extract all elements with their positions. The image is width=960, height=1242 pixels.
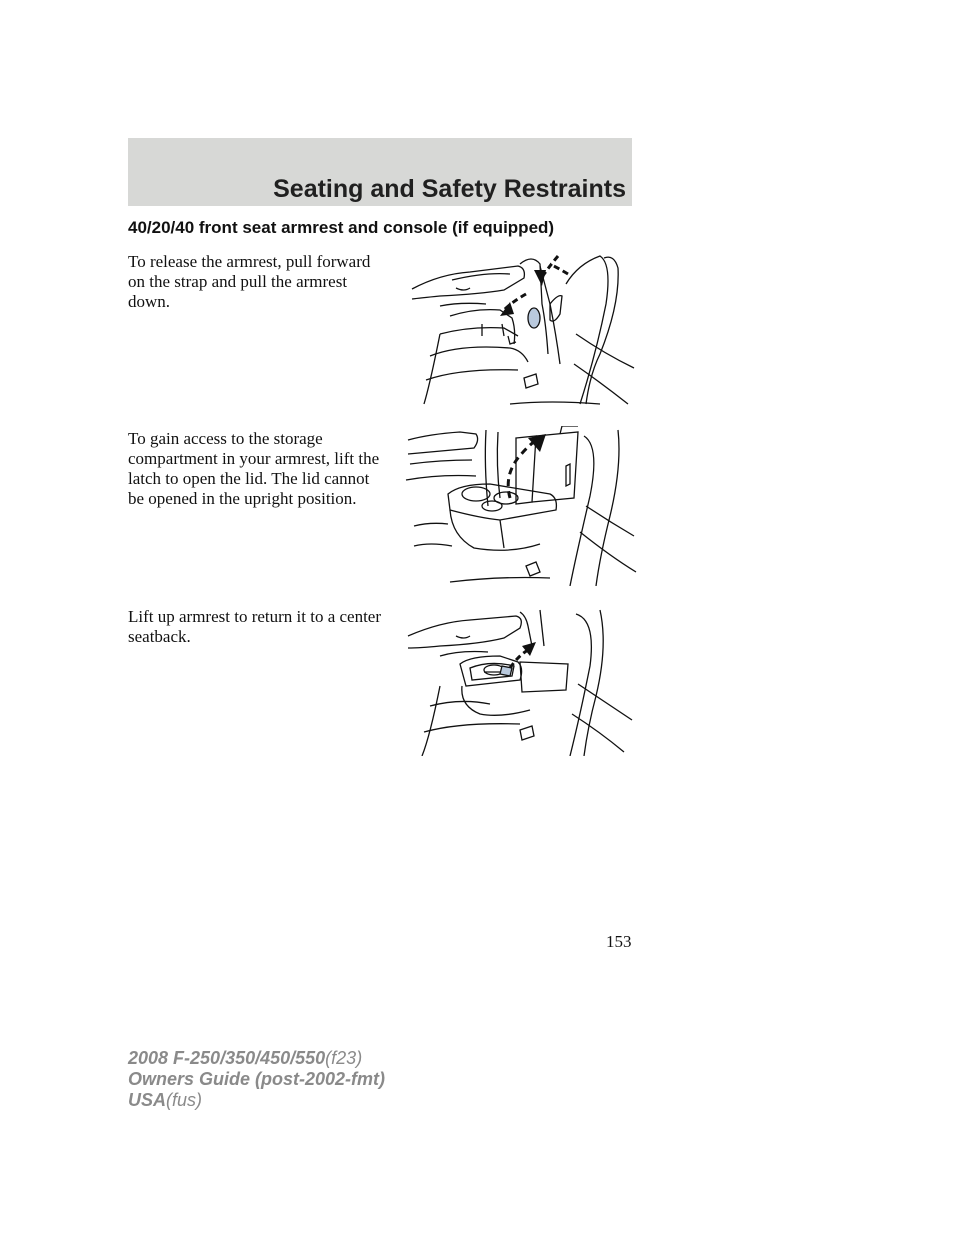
footer-guide-name: Owners Guide (post-2002-fmt) xyxy=(128,1069,386,1089)
footer-market: USA xyxy=(128,1090,167,1110)
footer-market-code: (fus) xyxy=(166,1090,203,1110)
footer-model-code: (f23) xyxy=(325,1048,363,1068)
footer-line-3 xyxy=(128,1090,385,1111)
illustration-release-armrest xyxy=(400,244,640,408)
illustration-open-storage-compartment xyxy=(400,426,640,586)
footer-line-1 xyxy=(128,1048,385,1069)
footer-line-2 xyxy=(128,1069,385,1090)
illustration-return-armrest xyxy=(400,606,640,756)
section-header-band xyxy=(128,138,632,206)
footer-model: 2008 F-250/350/450/550 xyxy=(128,1048,326,1068)
section-header-title: Seating and Safety Restraints xyxy=(273,175,626,203)
document-footer xyxy=(128,1048,385,1111)
paragraph-storage-access: To gain access to the storage compartment in your armrest, lift the latch to open the lid. The lid cannot be opened in the upright position. xyxy=(128,429,380,508)
paragraph-return-armrest: Lift up armrest to return it to a center seatback. xyxy=(128,607,382,646)
paragraph-release-armrest: To release the armrest, pull forward on the strap and pull the armrest down. xyxy=(128,252,371,311)
page-number: 153 xyxy=(606,932,632,951)
subsection-heading: 40/20/40 front seat armrest and console (if equipped) xyxy=(128,218,555,237)
